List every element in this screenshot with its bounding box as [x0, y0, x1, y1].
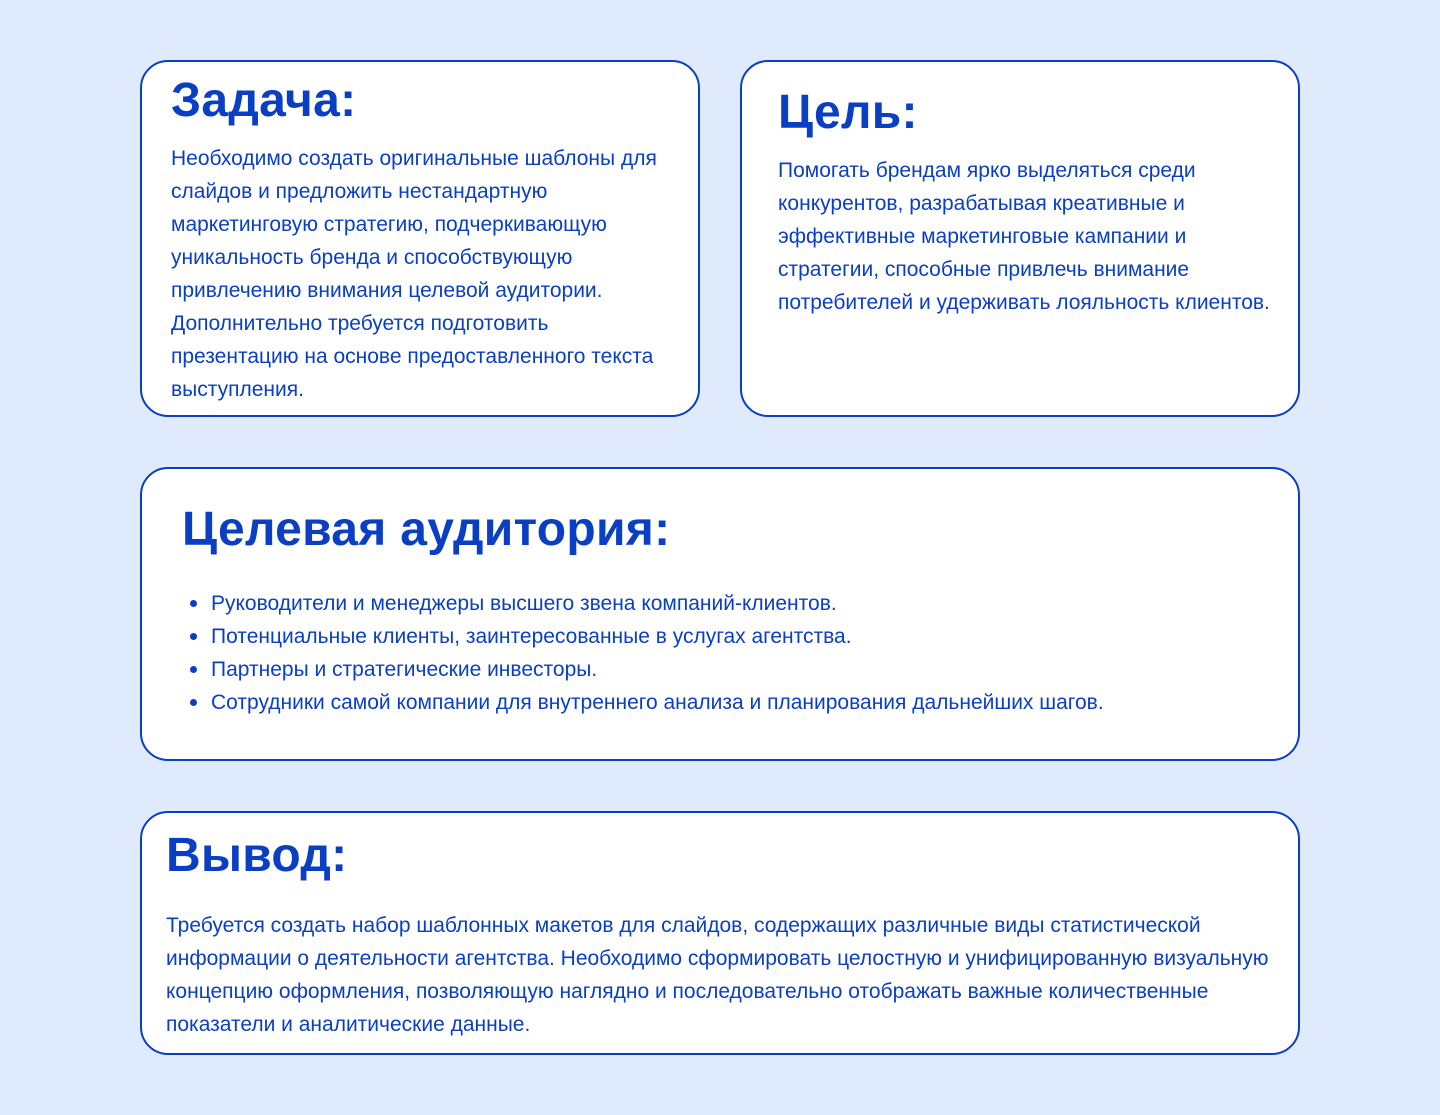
audience-list-item — [190, 686, 1278, 719]
audience-item-text: Потенциальные клиенты, заинтересованные в услугах агентства. — [211, 625, 852, 648]
goal-card — [740, 60, 1300, 417]
goal-title: Цель: — [778, 86, 918, 139]
bullet-icon — [190, 600, 197, 607]
audience-list-item — [190, 587, 1278, 620]
audience-list — [182, 587, 1278, 719]
conclusion-card — [140, 811, 1300, 1055]
task-text: Необходимо создать оригинальные шаблоны для слайдов и предложить нестандартную маркетинговую стратегию, подчеркивающую уникальность бренда и способствующую привлечению внимания целевой аудитории. Дополнительно требуется подготовить презентацию на основе предоставленного текста выступления. — [171, 147, 657, 401]
audience-title: Целевая аудитория: — [182, 503, 671, 556]
audience-list-item — [190, 653, 1278, 686]
bullet-icon — [190, 666, 197, 673]
audience-item-text: Партнеры и стратегические инвесторы. — [211, 658, 598, 681]
audience-item-text: Руководители и менеджеры высшего звена компаний-клиентов. — [211, 592, 837, 615]
conclusion-text: Требуется создать набор шаблонных макетов для слайдов, содержащих различные виды статистической информации о деятельности агентства. Необходимо сформировать целостную и унифицированную визуальную концепцию оформления, позволяющую наглядно и последовательно отображать важные количественные показатели и аналитические данные. — [166, 914, 1269, 1036]
conclusion-title: Вывод: — [166, 829, 348, 882]
task-card — [140, 60, 700, 417]
bullet-icon — [190, 633, 197, 640]
task-title: Задача: — [171, 74, 357, 127]
bullet-icon — [190, 699, 197, 706]
audience-item-text: Сотрудники самой компании для внутреннего анализа и планирования дальнейших шагов. — [211, 691, 1104, 714]
audience-card — [140, 467, 1300, 761]
goal-text: Помогать брендам ярко выделяться среди конкурентов, разрабатывая креативные и эффективные маркетинговые кампании и стратегии, способные привлечь внимание потребителей и удерживать лояльность клиентов. — [778, 159, 1270, 314]
audience-list-item — [190, 620, 1278, 653]
